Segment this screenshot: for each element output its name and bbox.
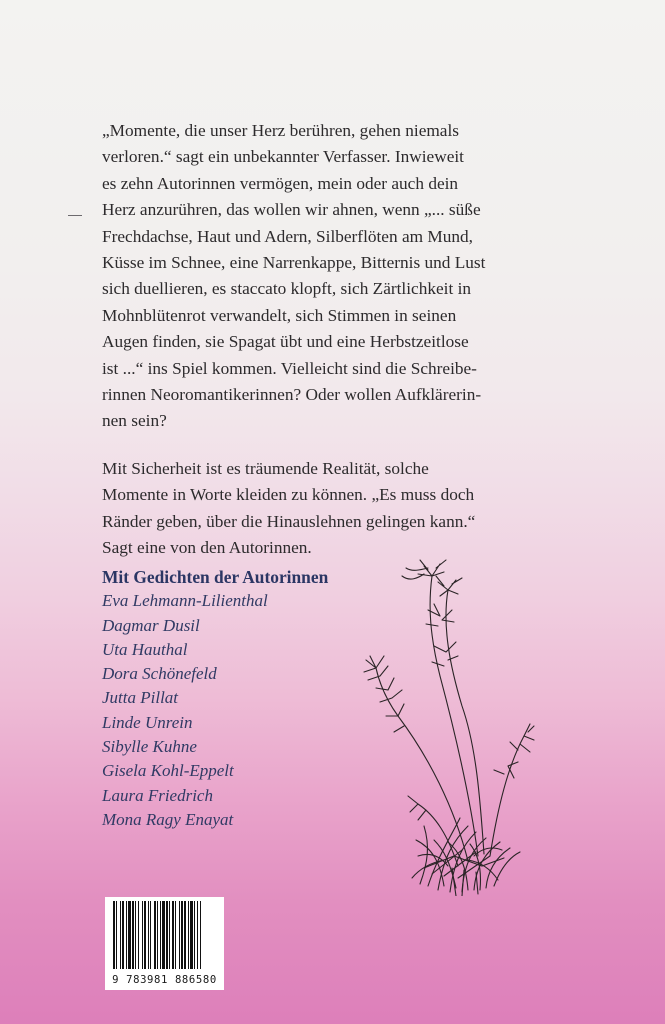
author-name: Eva Lehmann-Lilienthal [102, 591, 268, 611]
author-name: Linde Unrein [102, 712, 193, 732]
barcode-bar [142, 901, 143, 969]
author-list-section [102, 565, 402, 832]
barcode-bar [197, 901, 198, 969]
barcode-bar [144, 901, 146, 969]
barcode-bar [116, 901, 117, 969]
back-cover-blurb [102, 118, 574, 562]
barcode-bar [190, 901, 193, 969]
barcode-bar [181, 901, 183, 969]
barcode-bar [166, 901, 168, 969]
author-name: Sibylle Kuhne [102, 737, 197, 757]
barcode-bar [184, 901, 186, 969]
blurb-paragraph-1: „Momente, die unser Herz berühren, gehen niemals verloren.“ sagt ein unbekannter Verfasser. Inwieweit es zehn Autorinnen vermögen, mein oder auch dein Herz anzurühren, das wollen wir ahnen, wenn „... süße Frechdachse, Haut und Adern, Silberflöten am Mund, Küsse im Schnee, eine Narrenkappe, Bitternis und Lust sich duellieren, es staccato klopft, sich Zärtlichkeit in Mohnblütenrot verwandelt, sich Stimmen in seinen Augen finden, sie Spagat übt und eine Herbstzeitlose ist ...“ ins Spiel kommen. Vielleicht sind die Schreibe- rinnen Neoromantikerinnen? Oder wollen Aufklärerin- nen sein? [102, 121, 486, 431]
author-list [102, 589, 402, 832]
barcode-bar [135, 901, 136, 969]
barcode-bar [175, 901, 176, 969]
barcode-bar [132, 901, 134, 969]
barcode-bar [162, 901, 165, 969]
barcode-bar [157, 901, 158, 969]
isbn-number: 9 783981 886580 [112, 974, 217, 986]
barcode-bar [200, 901, 201, 969]
isbn-barcode [105, 897, 224, 990]
author-list-heading: Mit Gedichten der Autorinnen [102, 567, 329, 587]
barcode-bar [113, 901, 115, 969]
author-name: Gisela Kohl-Eppelt [102, 761, 234, 781]
barcode-bar [194, 901, 195, 969]
author-name: Uta Hauthal [102, 639, 188, 659]
author-name: Jutta Pillat [102, 688, 179, 708]
author-name: Mona Ragy Enayat [102, 809, 234, 829]
barcode-bar [150, 901, 151, 969]
barcode-bar [128, 901, 131, 969]
barcode-icon [111, 901, 218, 969]
barcode-bar [154, 901, 156, 969]
barcode-bar [160, 901, 161, 969]
barcode-bar [169, 901, 170, 969]
barcode-bar [172, 901, 174, 969]
author-name: Laura Friedrich [102, 785, 213, 805]
author-name: Dagmar Dusil [102, 615, 200, 635]
barcode-bar [138, 901, 139, 969]
barcode-bar [120, 901, 121, 969]
barcode-bar [179, 901, 180, 969]
barcode-bar [188, 901, 189, 969]
margin-mark [68, 215, 82, 216]
author-name: Dora Schönefeld [102, 664, 217, 684]
blurb-paragraph-2: Mit Sicherheit ist es träumende Realität, solche Momente in Worte kleiden zu können. „Es muss doch Ränder geben, über die Hinauslehnen gelingen kann.“ Sagt eine von den Autorinnen. [102, 458, 476, 558]
barcode-bar [126, 901, 127, 969]
barcode-bar [148, 901, 149, 969]
grass-plant-illustration [358, 556, 536, 896]
barcode-bar [122, 901, 124, 969]
